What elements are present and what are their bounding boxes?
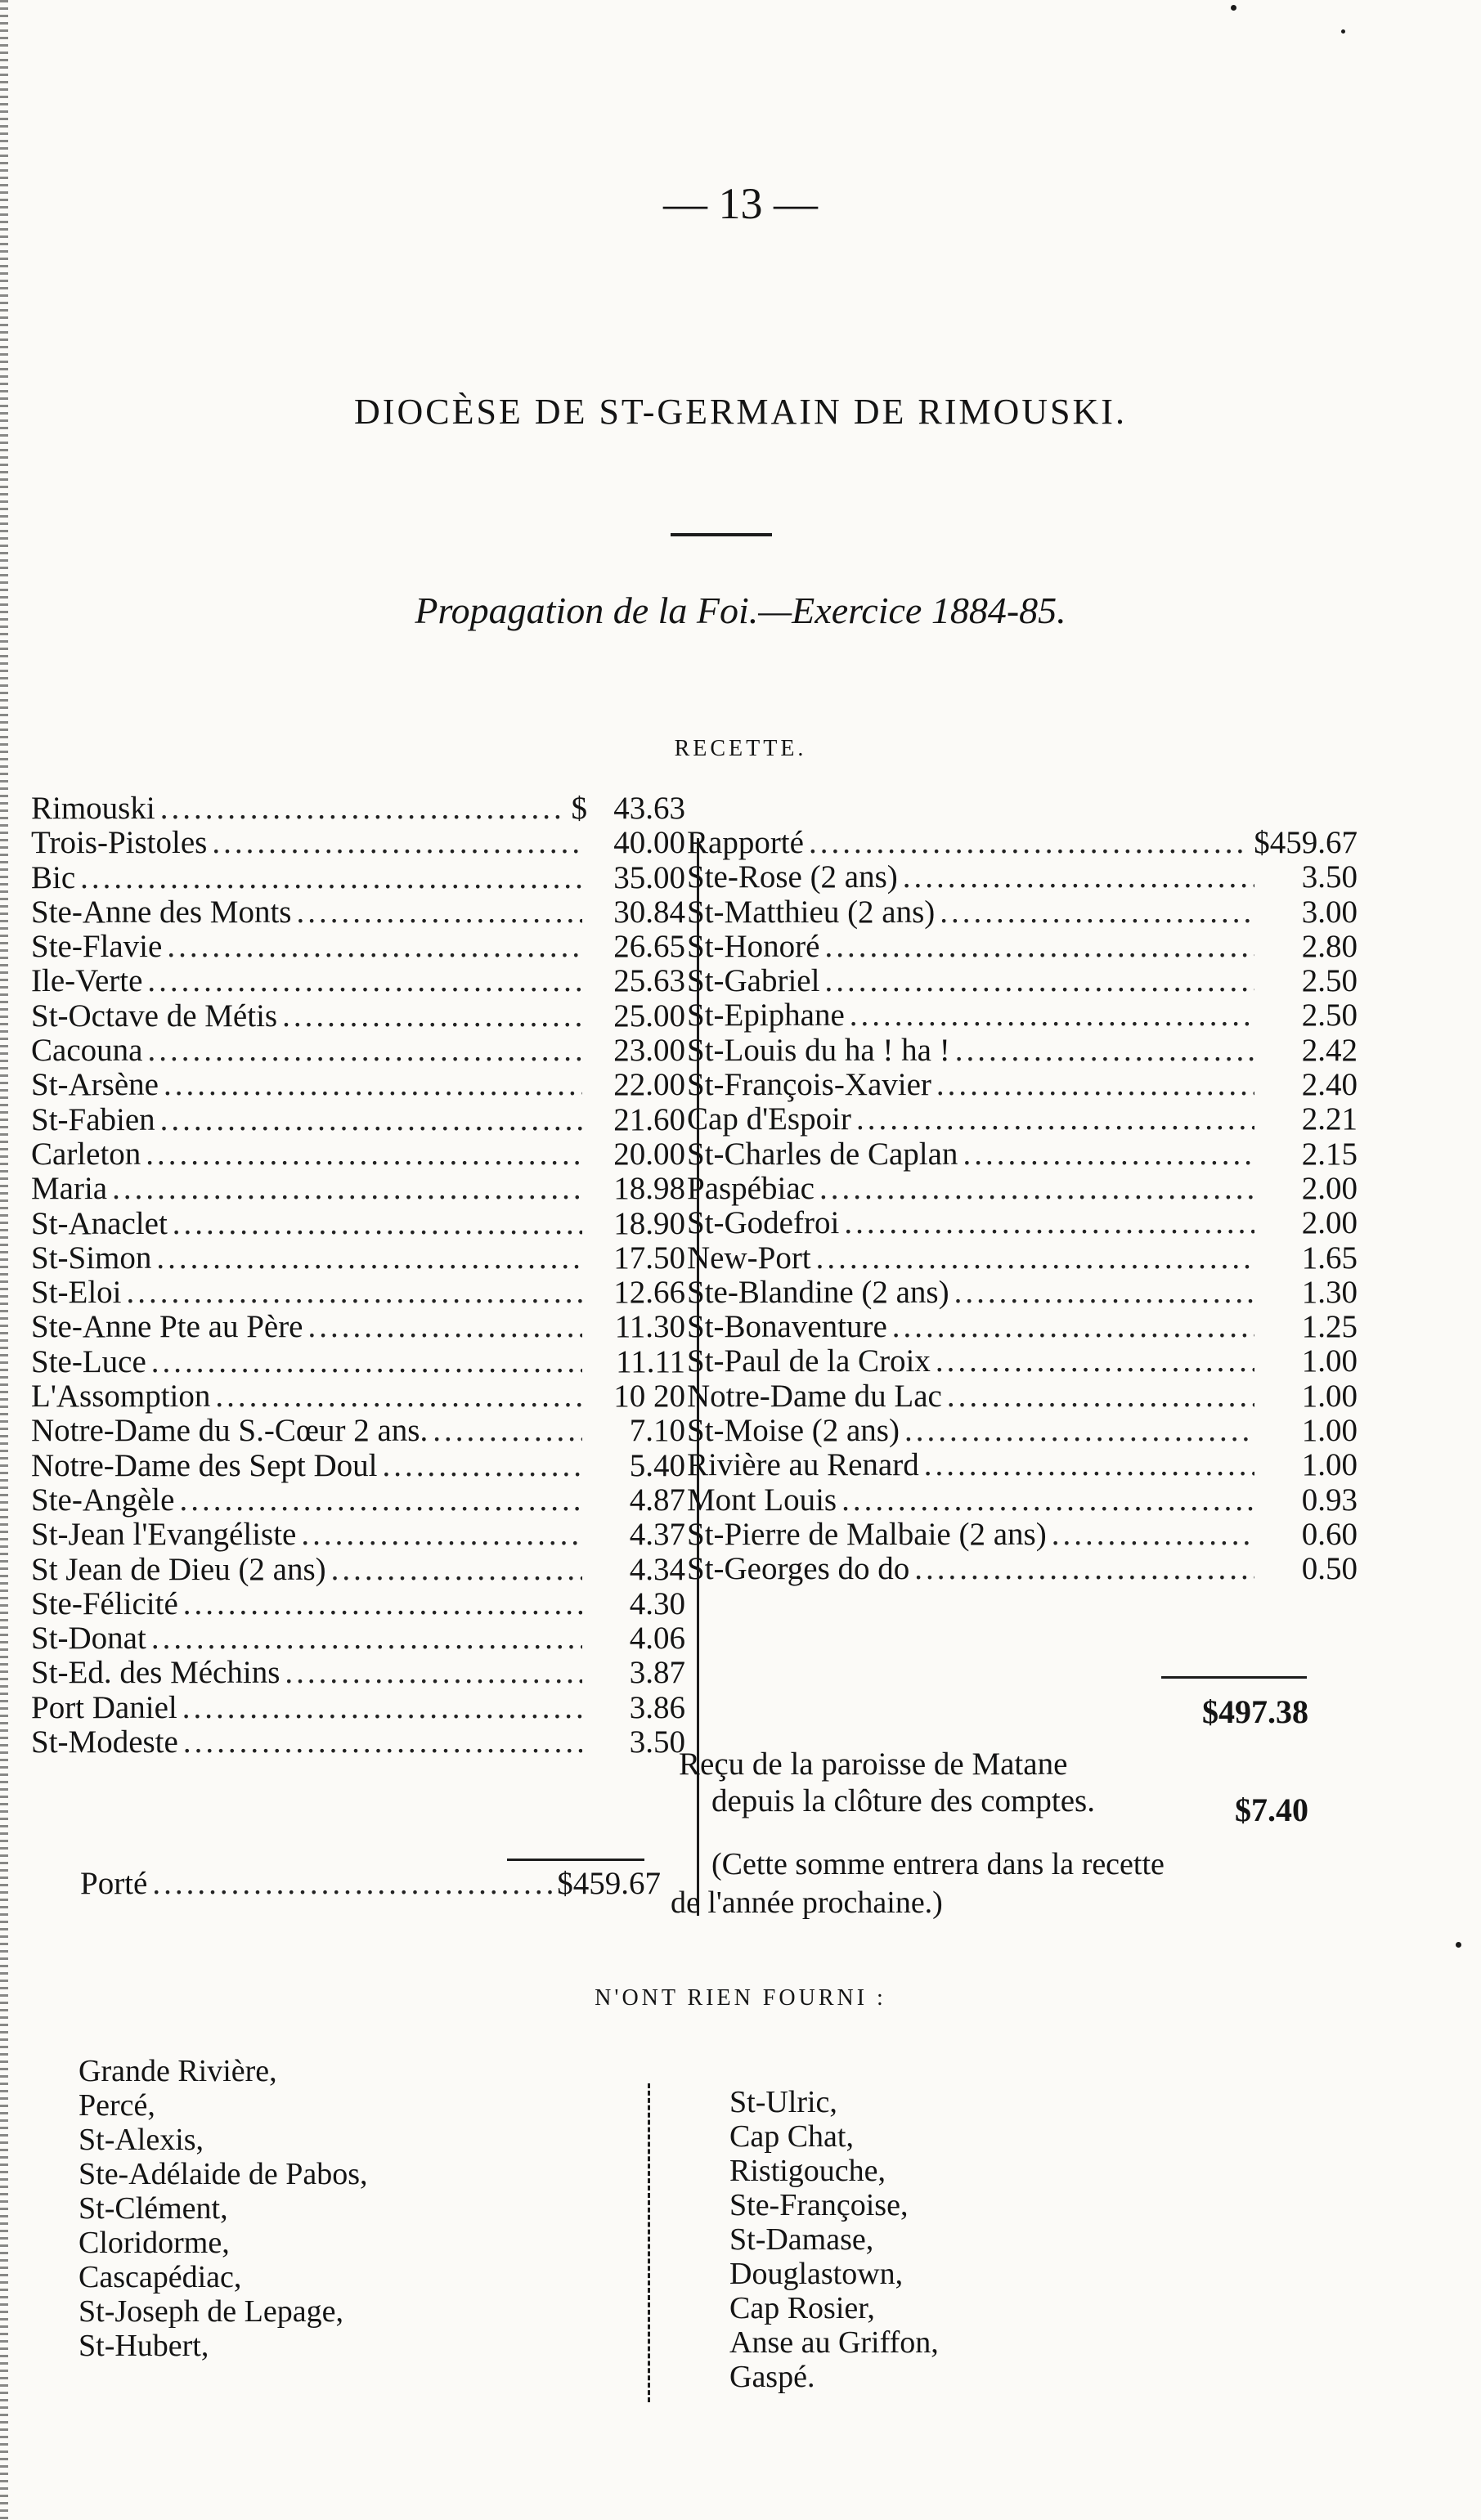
dot-leader (151, 1345, 582, 1379)
parish-amount: 40.00 (613, 825, 685, 861)
parish-name: St-François-Xavier (687, 1067, 931, 1103)
parish-name: Ste-Angèle (31, 1482, 175, 1518)
parish-name: Notre-Dame du Lac (687, 1378, 942, 1414)
left-total-amount: $459.67 (557, 1866, 661, 1901)
parish-name: St-Moise (2 ans) (687, 1413, 900, 1449)
receipts-left-column (31, 791, 685, 1760)
dot-leader (892, 1310, 1254, 1344)
table-row (31, 1414, 685, 1448)
table-row (687, 1552, 1358, 1586)
parish-amount: 2.80 (1301, 928, 1358, 964)
table-row (687, 1414, 1358, 1448)
note-line-1: Reçu de la paroisse de Matane (679, 1747, 1068, 1782)
page-binding-edge (0, 0, 8, 2520)
table-row (687, 1102, 1358, 1137)
parish-amount: 30.84 (613, 894, 685, 930)
list-item: St-Hubert, (79, 2329, 209, 2363)
parish-name: St-Godefroi (687, 1205, 840, 1241)
dot-leader (940, 895, 1254, 930)
parish-amount: 0.50 (1301, 1551, 1358, 1587)
parish-amount: 2.15 (1301, 1136, 1358, 1172)
note-paren-line-1: (Cette somme entrera dans la recette (711, 1847, 1165, 1881)
table-row (31, 895, 685, 930)
dot-leader (924, 1448, 1254, 1482)
list-item: Ristigouche, (729, 2154, 886, 2188)
table-row (31, 1725, 685, 1760)
dot-leader (819, 1172, 1254, 1206)
dot-leader (947, 1379, 1254, 1414)
dot-leader (841, 1483, 1254, 1518)
dot-leader (282, 999, 582, 1034)
parish-name: Rapporté (687, 825, 804, 860)
parish-amount: 3.87 (629, 1655, 685, 1691)
table-row (31, 1587, 685, 1621)
note-line-2: depuis la clôture des comptes. (711, 1783, 1095, 1818)
parish-name: Ste-Anne des Monts (31, 894, 292, 930)
list-item: St-Alexis, (79, 2123, 204, 2157)
table-row (31, 1379, 685, 1414)
parish-amount: 3.50 (1301, 859, 1358, 895)
parish-amount: 1.00 (1301, 1343, 1358, 1379)
table-row (687, 998, 1358, 1033)
table-row (687, 1483, 1358, 1518)
parish-amount: 2.00 (1301, 1205, 1358, 1241)
dot-leader (433, 1414, 582, 1448)
dot-leader (301, 1518, 582, 1552)
dot-leader (904, 1414, 1254, 1448)
parish-amount: $459.67 (1254, 825, 1358, 860)
parish-amount: 22.00 (613, 1067, 685, 1103)
dot-leader (182, 1691, 582, 1725)
parish-amount: 11.11 (616, 1343, 685, 1379)
list-item: Gaspé. (729, 2360, 815, 2394)
table-row (31, 1345, 685, 1379)
dot-leader (167, 930, 582, 964)
dot-leader (331, 1553, 582, 1587)
receipts-right-column (687, 826, 1358, 1587)
dot-leader (156, 1241, 582, 1276)
table-row (31, 1276, 685, 1310)
table-row (31, 861, 685, 895)
parish-amount: 17.50 (613, 1240, 685, 1276)
parish-name: Bic (31, 859, 76, 895)
note-amount: $7.40 (1235, 1791, 1308, 1828)
table-row (31, 1483, 685, 1518)
parish-name: Ile-Verte (31, 963, 143, 999)
dot-leader (151, 1621, 582, 1656)
parish-amount: 1.30 (1301, 1274, 1358, 1310)
dot-leader (824, 964, 1254, 998)
parish-name: St-Pierre de Malbaie (2 ans) (687, 1516, 1047, 1552)
parish-name: Notre-Dame du S.-Cœur 2 ans. (31, 1413, 429, 1449)
parish-name: Rimouski (31, 791, 155, 826)
parish-name: Ste-Luce (31, 1343, 146, 1379)
table-row (687, 895, 1358, 930)
parish-amount: 10 20 (613, 1379, 685, 1415)
table-row (31, 1241, 685, 1276)
list-item: Percé, (79, 2088, 155, 2123)
dot-leader (80, 861, 582, 895)
table-row (31, 1103, 685, 1137)
dot-leader (955, 1034, 1254, 1068)
table-row (31, 930, 685, 964)
table-row (687, 1379, 1358, 1414)
parish-name: St-Ed. des Méchins (31, 1655, 280, 1691)
table-row (687, 1206, 1358, 1240)
parish-amount: 1.00 (1301, 1413, 1358, 1449)
dot-leader (856, 1102, 1254, 1137)
dot-leader (850, 998, 1254, 1033)
none-list-left (79, 2054, 368, 2363)
dot-leader (936, 1344, 1254, 1379)
list-item: Ste-Adélaide de Pabos, (79, 2157, 368, 2191)
table-row (31, 999, 685, 1034)
table-row (31, 1068, 685, 1102)
parish-name: St-Jean l'Evangéliste (31, 1517, 297, 1553)
list-item: Cascapédiac, (79, 2260, 242, 2294)
parish-amount: 26.65 (613, 929, 685, 965)
parish-amount: 1.65 (1301, 1240, 1358, 1276)
right-total-amount: $497.38 (1202, 1693, 1308, 1730)
parish-amount: 21.60 (613, 1101, 685, 1137)
parish-amount: 4.37 (629, 1517, 685, 1553)
parish-name: Carleton (31, 1136, 141, 1172)
parish-amount: 35.00 (613, 859, 685, 895)
table-row (687, 1310, 1358, 1344)
parish-amount: 12.66 (613, 1275, 685, 1311)
parish-name: Ste-Rose (2 ans) (687, 859, 898, 895)
right-sum-rule (1161, 1676, 1307, 1679)
currency-symbol: $ (571, 791, 587, 826)
section-subtitle: Propagation de la Foi.—Exercice 1884-85. (415, 590, 1066, 631)
parish-amount: 2.21 (1301, 1101, 1358, 1137)
table-row (687, 1068, 1358, 1102)
table-row (687, 1518, 1358, 1552)
parish-amount: 3.50 (629, 1724, 685, 1760)
parish-name: St-Honoré (687, 928, 820, 964)
list-item: St-Joseph de Lepage, (79, 2294, 343, 2329)
parish-amount: 18.98 (613, 1171, 685, 1207)
table-row (687, 964, 1358, 998)
parish-name: St-Donat (31, 1621, 146, 1657)
list-item: St-Damase, (729, 2222, 874, 2257)
table-row (31, 1621, 685, 1656)
dot-leader (903, 860, 1254, 895)
parish-name: St-Matthieu (2 ans) (687, 894, 936, 930)
parish-amount: 43.63 (613, 791, 685, 826)
dot-leader (147, 964, 582, 998)
ink-speck (1456, 1942, 1461, 1948)
table-row (31, 1656, 685, 1690)
list-divider (648, 2083, 650, 2402)
dot-leader (127, 1276, 582, 1310)
parish-name: St-Fabien (31, 1101, 155, 1137)
parish-name: Cacouna (31, 1033, 143, 1069)
dot-leader (809, 826, 1249, 860)
left-total-row (80, 1867, 661, 1901)
dot-leader (112, 1172, 582, 1206)
parish-name: Mont Louis (687, 1482, 837, 1518)
parish-name: St-Bonaventure (687, 1309, 887, 1345)
parish-amount: 11.30 (614, 1309, 685, 1345)
dot-leader (160, 1103, 582, 1137)
parish-amount: 20.00 (613, 1136, 685, 1172)
parish-name: Notre-Dame des Sept Doul (31, 1447, 378, 1483)
table-row (31, 1034, 685, 1068)
parish-name: New-Port (687, 1240, 811, 1276)
table-row (31, 1172, 685, 1206)
dot-leader (179, 1483, 582, 1518)
table-row (31, 1449, 685, 1483)
table-row (687, 1276, 1358, 1310)
table-row (687, 1448, 1358, 1482)
table-row (687, 1241, 1358, 1276)
table-row (687, 860, 1358, 895)
parish-amount: 23.00 (613, 1033, 685, 1069)
parish-amount: 1.25 (1301, 1309, 1358, 1345)
list-item: Cloridorme, (79, 2226, 230, 2260)
dot-leader (183, 1587, 582, 1621)
parish-amount: 1.00 (1301, 1378, 1358, 1414)
dot-leader (963, 1137, 1254, 1172)
dot-leader (183, 1725, 582, 1760)
parish-name: Rivière au Renard (687, 1447, 919, 1483)
dot-leader (160, 791, 567, 826)
dot-leader (936, 1068, 1254, 1102)
parish-amount: 4.06 (629, 1621, 685, 1657)
table-row (31, 1518, 685, 1552)
list-item: Ste-Françoise, (729, 2188, 909, 2222)
parish-amount: 2.42 (1301, 1032, 1358, 1068)
dot-leader (954, 1276, 1254, 1310)
table-row (687, 1344, 1358, 1379)
left-sum-rule (507, 1859, 644, 1861)
parish-name: St-Eloi (31, 1275, 122, 1311)
list-item: St-Ulric, (729, 2085, 837, 2119)
dot-leader (146, 1137, 582, 1172)
diocese-title: DIOCÈSE DE ST-GERMAIN DE RIMOUSKI. (354, 392, 1127, 432)
list-item: Cap Chat, (729, 2119, 854, 2154)
table-row (687, 1137, 1358, 1172)
parish-name: Ste-Blandine (2 ans) (687, 1274, 949, 1310)
parish-name: Ste-Flavie (31, 929, 163, 965)
parish-name: St Jean de Dieu (2 ans) (31, 1551, 326, 1587)
parish-name: St-Louis du ha ! ha ! (687, 1032, 950, 1068)
parish-name: Maria (31, 1171, 108, 1207)
dot-leader (1052, 1518, 1254, 1552)
parish-amount: 0.60 (1301, 1516, 1358, 1552)
parish-amount: 0.93 (1301, 1482, 1358, 1518)
parish-amount: 4.34 (629, 1551, 685, 1587)
parish-amount: 3.86 (629, 1689, 685, 1725)
parish-name: St-Georges do do (687, 1551, 910, 1587)
parish-name: Ste-Anne Pte au Père (31, 1309, 303, 1345)
table-row (31, 1137, 685, 1172)
table-row (687, 826, 1358, 860)
left-total-label: Porté (80, 1866, 148, 1901)
dot-leader (212, 826, 582, 860)
ink-speck (1341, 29, 1345, 34)
dot-leader (164, 1068, 582, 1102)
parish-name: Cap d'Espoir (687, 1101, 851, 1137)
dot-leader (147, 1034, 582, 1068)
dot-leader (824, 930, 1254, 964)
parish-amount: 2.50 (1301, 963, 1358, 999)
list-item: Cap Rosier, (729, 2291, 875, 2325)
table-row (31, 791, 685, 826)
parish-amount: 2.40 (1301, 1067, 1358, 1103)
dot-leader (844, 1206, 1254, 1240)
parish-amount: 7.10 (629, 1413, 685, 1449)
parish-name: St-Arsène (31, 1067, 159, 1103)
table-row (31, 1691, 685, 1725)
ink-speck (1231, 5, 1236, 11)
table-row (687, 1034, 1358, 1068)
dot-leader (308, 1310, 583, 1344)
list-item: Anse au Griffon, (729, 2325, 939, 2360)
dot-leader (816, 1241, 1254, 1276)
parish-name: St-Charles de Caplan (687, 1136, 958, 1172)
parish-amount: 1.00 (1301, 1447, 1358, 1483)
table-row (687, 930, 1358, 964)
page-number: — 13 — (663, 179, 818, 228)
dot-leader (296, 895, 582, 930)
parish-amount: 3.00 (1301, 894, 1358, 930)
parish-amount: 4.87 (629, 1482, 685, 1518)
parish-name: St-Anaclet (31, 1205, 168, 1241)
dot-leader (215, 1379, 582, 1414)
list-item: Douglastown, (729, 2257, 904, 2291)
section-heading-recette: RECETTE. (674, 736, 807, 761)
none-list-right (729, 2085, 939, 2394)
parish-amount: 25.00 (613, 998, 685, 1034)
parish-amount: 5.40 (629, 1447, 685, 1483)
parish-name: Trois-Pistoles (31, 825, 208, 861)
parish-amount: 18.90 (613, 1205, 685, 1241)
note-paren-line-2: de l'année prochaine.) (671, 1886, 943, 1920)
dot-leader (173, 1207, 582, 1241)
parish-name: St-Gabriel (687, 963, 820, 999)
dot-leader (152, 1867, 552, 1901)
parish-name: Port Daniel (31, 1689, 177, 1725)
parish-amount: 2.50 (1301, 998, 1358, 1034)
parish-amount: 2.00 (1301, 1170, 1358, 1206)
table-row (31, 964, 685, 998)
parish-name: L'Assomption (31, 1379, 211, 1415)
table-row (687, 1172, 1358, 1206)
table-row (31, 1553, 685, 1587)
parish-name: St-Modeste (31, 1724, 178, 1760)
title-rule (671, 533, 772, 536)
dot-leader (914, 1552, 1254, 1586)
parish-name: St-Octave de Métis (31, 998, 278, 1034)
parish-name: St-Simon (31, 1240, 152, 1276)
table-row (31, 826, 685, 860)
dot-leader (382, 1449, 582, 1483)
list-item: St-Clément, (79, 2191, 228, 2226)
parish-amount: 25.63 (613, 963, 685, 999)
parish-name: St-Epiphane (687, 998, 845, 1034)
parish-amount: 4.30 (629, 1585, 685, 1621)
list-item: Grande Rivière, (79, 2054, 277, 2088)
dot-leader (285, 1656, 582, 1690)
section-heading-none: N'ONT RIEN FOURNI : (595, 1985, 886, 2011)
parish-name: Ste-Félicité (31, 1585, 178, 1621)
parish-name: St-Paul de la Croix (687, 1343, 931, 1379)
table-row (31, 1310, 685, 1344)
table-row (31, 1207, 685, 1241)
parish-name: Paspébiac (687, 1170, 815, 1206)
